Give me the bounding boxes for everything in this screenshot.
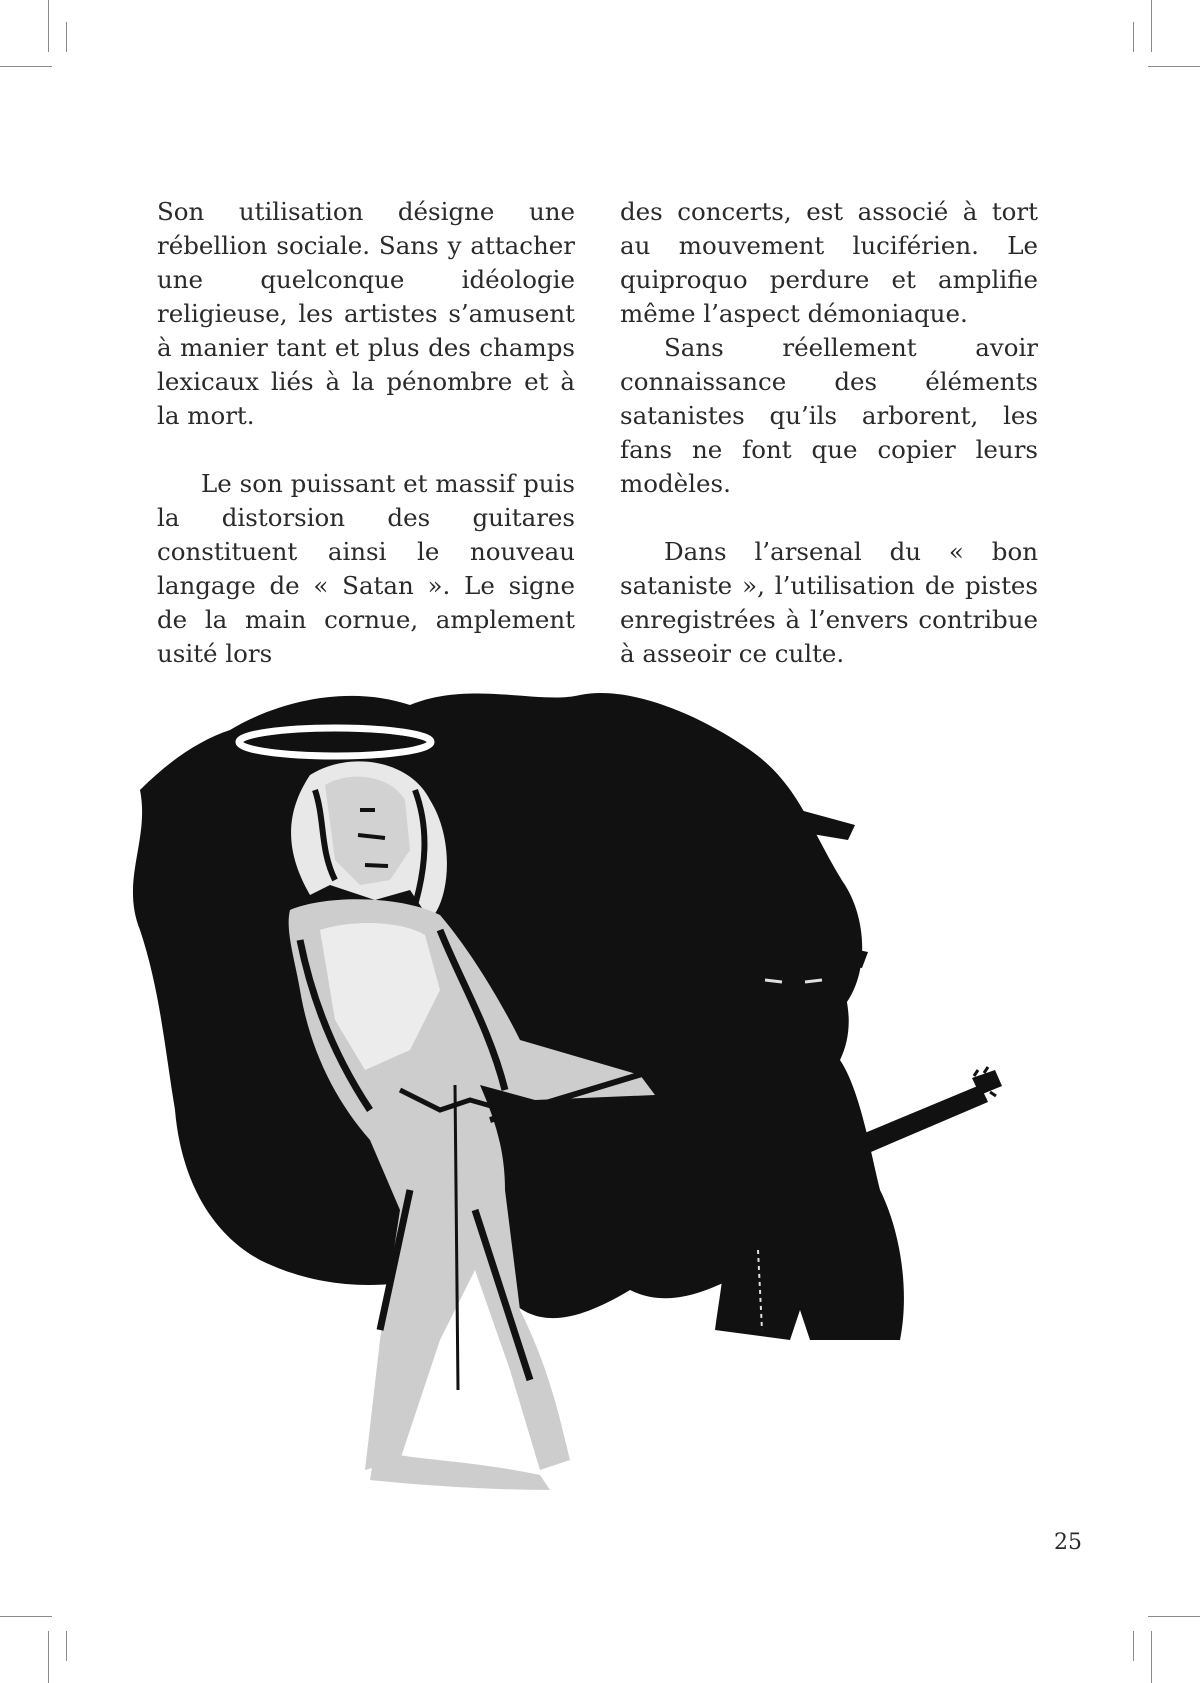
crop-mark-bl-v1	[48, 1631, 49, 1683]
paragraph: Dans l’arsenal du « bon sataniste », l’utilisation de pistes enregistrées à l’envers contribue à asseoir ce culte.	[620, 537, 1038, 668]
page-number: 25	[1054, 1530, 1082, 1555]
text-column-left	[157, 195, 575, 671]
crop-mark-tl-v1	[48, 0, 49, 52]
text-column-right	[620, 195, 1038, 671]
paragraph: Son utilisation désigne une rébellion sociale. Sans y attacher une quelconque idéologie religieuse, les artistes s’amusent à manier tant et plus des champs lexicaux liés à la pénombre et à la mort.	[157, 197, 575, 430]
crop-mark-br-v1	[1151, 1631, 1152, 1683]
crop-mark-bl-v2	[66, 1631, 67, 1661]
crop-mark-tl-h	[0, 66, 52, 67]
crop-mark-tr-v2	[1133, 22, 1134, 52]
crop-mark-br-v2	[1133, 1631, 1134, 1661]
crop-mark-tr-h	[1148, 66, 1200, 67]
paragraph: Sans réellement avoir connaissance des éléments satanistes qu’ils arborent, les fans ne font que copier leurs modèles.	[620, 333, 1038, 498]
concert-illustration	[110, 690, 1070, 1530]
crop-mark-tl-v2	[66, 22, 67, 52]
crop-mark-bl-h	[0, 1616, 52, 1617]
paragraph: Le son puissant et massif puis la distorsion des guitares constituent ainsi le nouveau langage de « Satan ». Le signe de la main cornue, amplement usité lors	[157, 469, 575, 668]
paragraph: des concerts, est associé à tort au mouvement luciférien. Le quiproquo perdure et amplifie même l’aspect démoniaque.	[620, 197, 1038, 328]
crop-mark-tr-v1	[1151, 0, 1152, 52]
crop-mark-br-h	[1148, 1616, 1200, 1617]
